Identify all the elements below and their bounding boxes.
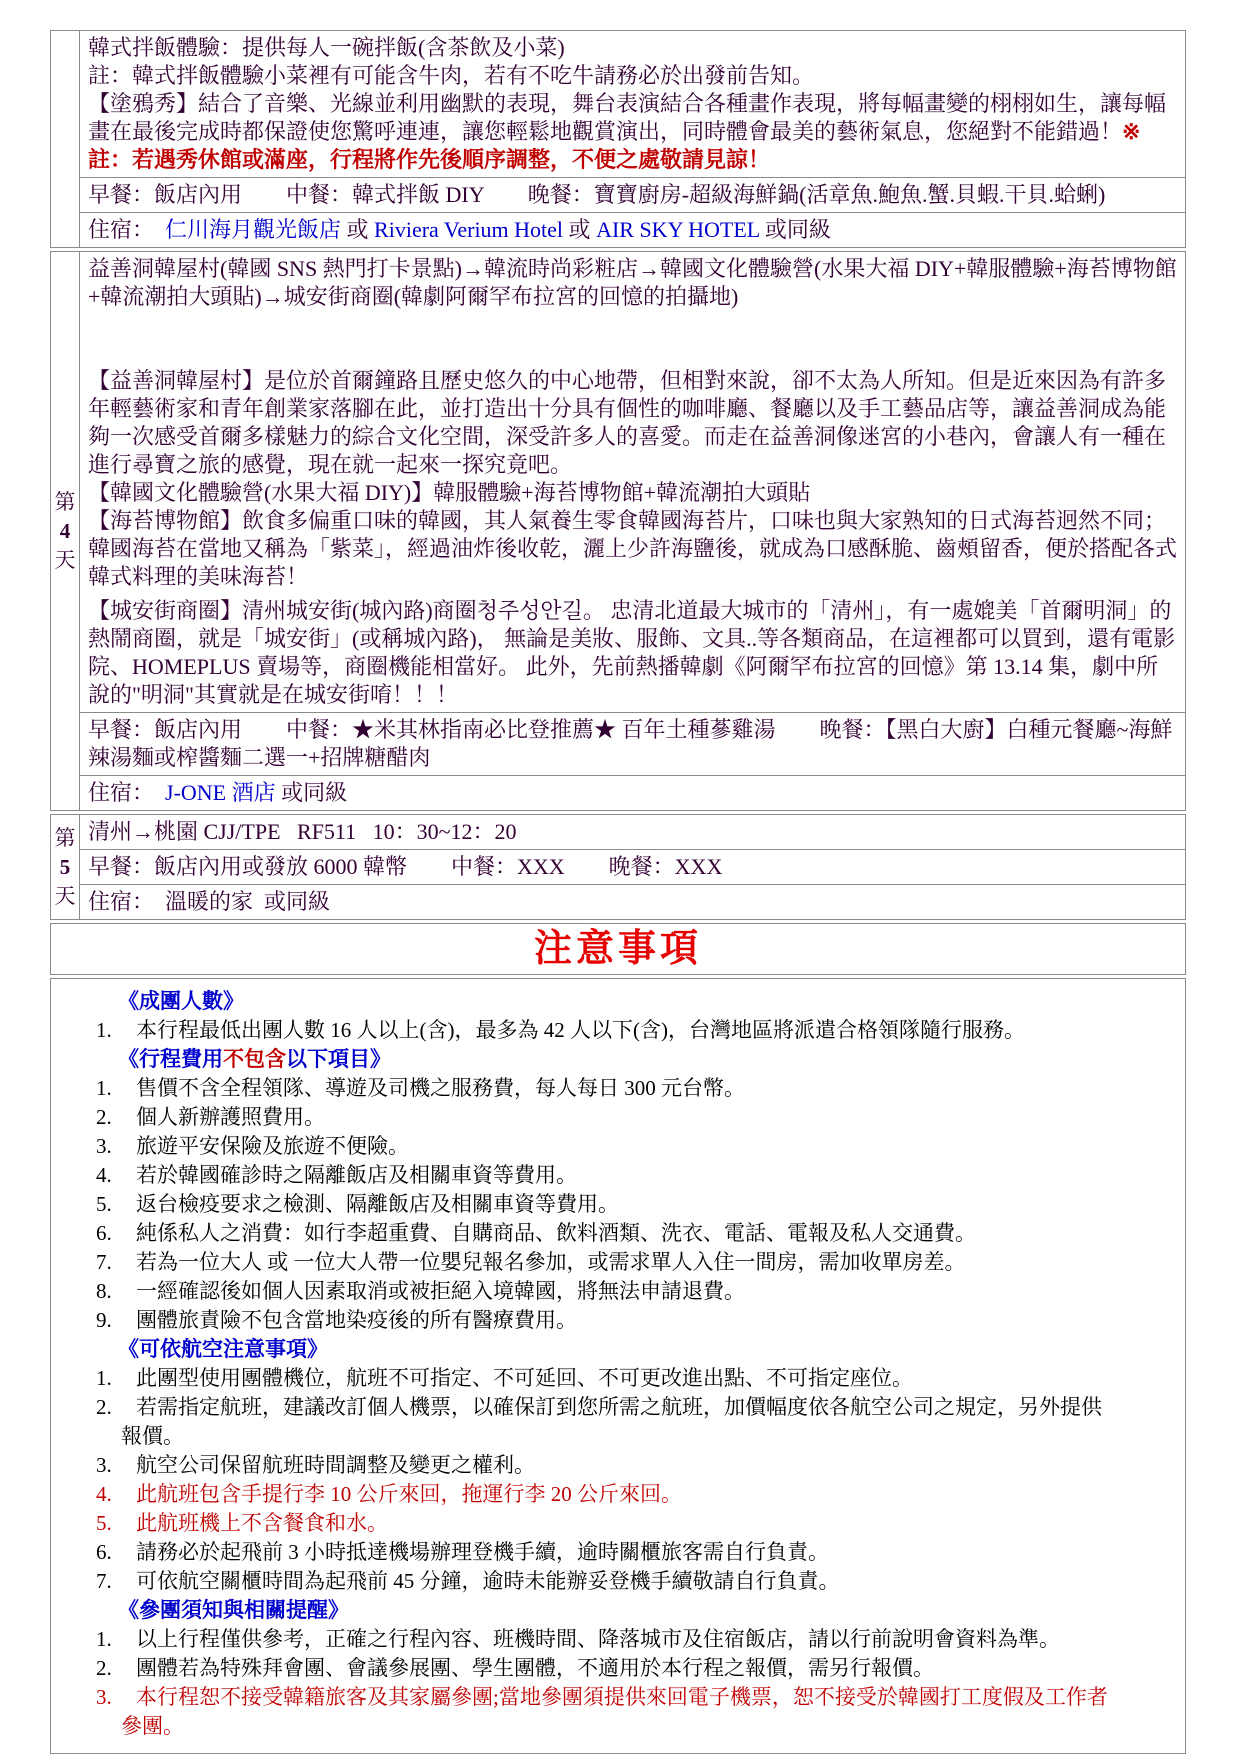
note-item-text <box>136 1279 745 1303</box>
text-segment: 或 <box>563 217 597 242</box>
day-label-char: 天 <box>54 548 76 572</box>
text-segment: 團體若為特殊拜會團、會議參展團、學生團體，不適用於本行程之報價，需另行報價。 <box>136 1656 934 1680</box>
paragraph <box>88 507 1179 591</box>
meals-row <box>80 177 1185 212</box>
note-item-text <box>136 1366 913 1390</box>
meals-text <box>88 181 1179 209</box>
note-item-number: 2. <box>96 1656 112 1680</box>
note-item <box>51 1654 1185 1683</box>
note-item-number: 2. <box>96 1395 112 1419</box>
day-label-char: 5 <box>59 855 71 879</box>
note-item <box>51 1219 1185 1248</box>
note-section-header <box>118 987 1185 1016</box>
note-item-text <box>136 1163 577 1187</box>
notes-section <box>50 978 1186 1754</box>
note-item <box>51 1480 1185 1509</box>
paragraph <box>88 255 1179 311</box>
day-block <box>50 814 1186 920</box>
day-label-char: 第 <box>54 490 76 514</box>
note-item-text <box>136 1076 745 1100</box>
paragraph <box>88 34 1179 62</box>
paragraph <box>88 311 1179 339</box>
day-block <box>50 30 1186 248</box>
text-segment: J-ONE 酒店 <box>165 780 276 805</box>
note-item-text <box>136 1453 535 1477</box>
text-segment: 團體旅責險不包含當地染疫後的所有醫療費用。 <box>136 1308 577 1332</box>
hotel-text <box>88 779 1179 807</box>
flight-row <box>80 815 1185 849</box>
note-item-text <box>136 1656 934 1680</box>
text-segment: 【韓國文化體驗營(水果大福 DIY)】韓服體驗+海苔博物館+韓流潮拍大頭貼 <box>88 480 811 505</box>
note-item <box>51 1683 1185 1741</box>
text-segment: 或同級 <box>759 217 831 242</box>
note-item-number: 1. <box>96 1366 112 1390</box>
text-segment: 此航班包含手提行李 10 公斤來回，拖運行李 20 公斤來回。 <box>136 1482 682 1506</box>
text-segment: 【益善洞韓屋村】是位於首爾鐘路且歷史悠久的中心地帶，但相對來說，卻不太為人所知。但是近來因為有許多年輕藝術家和青年創業家落腳在此，並打造出十分具有個性的咖啡廳、餐廳以及手工藝品店等，讓益善洞成為能夠一次感受首爾多樣魅力的綜合文化空間，深受許多人的喜愛。而走在益善洞像迷宮的小巷內，會讓人有一種在進行尋寶之旅的感覺，現在就一起來一探究竟吧。 <box>88 368 1167 477</box>
note-item <box>51 1132 1185 1161</box>
text-segment: 住宿： 溫暖的家 或同級 <box>88 889 331 914</box>
paragraph <box>88 367 1179 479</box>
text-segment: 或 <box>341 217 375 242</box>
paragraph <box>88 597 1179 709</box>
note-item-number: 3. <box>96 1685 112 1709</box>
note-item-text <box>136 1192 619 1216</box>
text-segment: 早餐：飯店內用 中餐：★米其林指南必比登推薦★ 百年土種蔘雞湯 晚餐：【黑白大廚】白種元餐廳~海鮮辣湯麵或榨醬麵二選一+招牌糖醋肉 <box>88 717 1173 770</box>
note-item <box>51 1509 1185 1538</box>
day-rows <box>80 31 1185 247</box>
note-item-text <box>136 1569 840 1593</box>
meals-row <box>80 849 1185 884</box>
note-item-number: 6. <box>96 1221 112 1245</box>
note-item-number: 1. <box>96 1018 112 1042</box>
text-segment: 不包含 <box>223 1047 286 1071</box>
text-segment: 早餐：飯店內用或發放 6000 韓幣 中餐：XXX 晚餐：XXX <box>88 854 723 879</box>
meals-text <box>88 853 1179 881</box>
text-segment: 請務必於起飛前 3 小時抵達機場辦理登機手續，逾時關櫃旅客需自行負責。 <box>136 1540 829 1564</box>
day-rows <box>80 252 1185 810</box>
note-item-number: 1. <box>96 1076 112 1100</box>
text-segment: 純係私人之消費：如行李超重費、自購商品、飲料酒類、洗衣、電話、電報及私人交通費。 <box>136 1221 976 1245</box>
day-label-char: 4 <box>59 519 71 543</box>
text-segment: 以下項目》 <box>286 1047 391 1071</box>
note-item-text <box>136 1627 1060 1651</box>
note-item-number: 3. <box>96 1453 112 1477</box>
note-item-text <box>136 1482 682 1506</box>
note-item <box>51 1103 1185 1132</box>
note-item <box>51 1190 1185 1219</box>
note-item-number: 7. <box>96 1250 112 1274</box>
note-item <box>51 1393 1185 1451</box>
note-section-header <box>118 1045 1185 1074</box>
note-item <box>51 1625 1185 1654</box>
text-segment: 《行程費用 <box>118 1047 223 1071</box>
hotel-text <box>88 888 1179 916</box>
paragraph <box>88 90 1179 146</box>
day-rows <box>80 815 1185 919</box>
note-item-text <box>136 1018 1025 1042</box>
note-item-number: 6. <box>96 1540 112 1564</box>
description-row <box>80 31 1185 177</box>
note-item-number: 5. <box>96 1511 112 1535</box>
hotel-row <box>80 775 1185 810</box>
note-item-number: 9. <box>96 1308 112 1332</box>
text-segment: 旅遊平安保險及旅遊不便險。 <box>136 1134 409 1158</box>
text-segment: 《參團須知與相關提醒》 <box>118 1598 349 1622</box>
text-segment: 【塗鴉秀】結合了音樂、光線並利用幽默的表現，舞台表演結合各種畫作表現，將每幅畫變的栩栩如生，讓每幅畫在最後完成時都保證使您驚呼連連，讓您輕鬆地觀賞演出，同時體會最美的藝術氣息，您絕對不能錯過！ <box>88 91 1167 144</box>
text-segment: 註：韓式拌飯體驗小菜裡有可能含牛肉，若有不吃牛請務必於出發前告知。 <box>88 63 815 88</box>
text-segment: 航空公司保留航班時間調整及變更之權利。 <box>136 1453 535 1477</box>
note-item-number: 3. <box>96 1134 112 1158</box>
meals-row <box>80 712 1185 775</box>
text-segment: 若需指定航班，建議改訂個人機票，以確保訂到您所需之航班，加價幅度依各航空公司之規定，另外提供報價。 <box>121 1395 1102 1448</box>
text-segment: 韓式拌飯體驗：提供每人一碗拌飯(含茶飲及小菜) <box>88 35 565 60</box>
text-segment: 返台檢疫要求之檢測、隔離飯店及相關車資等費用。 <box>136 1192 619 1216</box>
note-item <box>51 1567 1185 1596</box>
note-item-text <box>136 1308 577 1332</box>
text-segment: 《成團人數》 <box>118 989 244 1013</box>
flight-text <box>88 818 1179 846</box>
note-item <box>51 1248 1185 1277</box>
text-segment: 本行程恕不接受韓籍旅客及其家屬參團;當地參團須提供來回電子機票，恕不接受於韓國打工度假及工作者參團。 <box>121 1685 1108 1738</box>
text-segment: ※ <box>1122 119 1141 144</box>
day-label-char: 天 <box>54 884 76 908</box>
paragraph <box>88 339 1179 367</box>
notice-header-row <box>50 923 1186 975</box>
text-segment: 或同級 <box>275 780 348 805</box>
note-item <box>51 1016 1185 1045</box>
text-segment: 仁川海月觀光飯店 <box>165 217 342 242</box>
text-segment: 可依航空關櫃時間為起飛前 45 分鐘，逾時未能辦妥登機手續敬請自行負責。 <box>136 1569 840 1593</box>
note-item <box>51 1538 1185 1567</box>
itinerary-table <box>50 30 1186 920</box>
note-item <box>51 1306 1185 1335</box>
note-item <box>51 1277 1185 1306</box>
text-segment: 售價不含全程領隊、導遊及司機之服務費，每人每日 300 元台幣。 <box>136 1076 745 1100</box>
hotel-text <box>88 216 1179 244</box>
text-segment: 早餐：飯店內用 中餐：韓式拌飯 DIY 晚餐：寶寶廚房-超級海鮮鍋(活章魚.鮑魚.蟹.貝蝦.干貝.蛤蜊) <box>88 182 1106 207</box>
note-item-number: 7. <box>96 1569 112 1593</box>
text-segment: 此航班機上不含餐食和水。 <box>136 1511 388 1535</box>
note-item-text <box>136 1105 325 1129</box>
note-item-text <box>136 1134 409 1158</box>
note-item-text <box>136 1511 388 1535</box>
notice-title: 注意事項 <box>533 928 702 970</box>
meals-text <box>88 716 1179 772</box>
hotel-row <box>80 884 1185 919</box>
paragraph <box>88 62 1179 90</box>
text-segment: Riviera Verium Hotel <box>374 217 564 242</box>
text-segment: 清州→桃園 CJJ/TPE RF511 10：30~12：20 <box>88 819 517 844</box>
text-segment: 此團型使用團體機位，航班不可指定、不可延回、不可更改進出點、不可指定座位。 <box>136 1366 913 1390</box>
document-sheet <box>50 30 1186 1754</box>
text-segment: 住宿： <box>88 780 166 805</box>
note-item <box>51 1451 1185 1480</box>
hotel-row <box>80 212 1185 247</box>
note-item-number: 8. <box>96 1279 112 1303</box>
note-item-text <box>136 1221 976 1245</box>
note-item-number: 1. <box>96 1627 112 1651</box>
text-segment: 【城安街商圈】清州城安街(城內路)商圈청주성안길。 忠清北道最大城市的「清州」，有一處媲美「首爾明洞」的熱鬧商圈，就是「城安街」(或稱城內路)， 無論是美妝、服飾、文具..等各類商品，在這裡都可以買到，還有電影院、HOMEPLUS 賣場等，商圈機能相當好。 此外，先前熱播韓劇《阿爾罕布拉宮的回憶》第 13.14 集，劇中所說的"明洞"其實就是在城安街唷！！！ <box>88 598 1176 707</box>
note-item <box>51 1161 1185 1190</box>
text-segment: 一經確認後如個人因素取消或被拒絕入境韓國，將無法申請退費。 <box>136 1279 745 1303</box>
text-segment: 若於韓國確診時之隔離飯店及相關車資等費用。 <box>136 1163 577 1187</box>
text-segment: 【海苔博物館】飲食多偏重口味的韓國，其人氣養生零食韓國海苔片，口味也與大家熟知的日式海苔迥然不同；韓國海苔在當地又稱為「紫菜」，經過油炸後收乾，灑上少許海鹽後，就成為口感酥脆、齒頰留香，便於搭配各式韓式料理的美味海苔！ <box>88 508 1178 589</box>
day-label-char: 第 <box>54 826 76 850</box>
description-row <box>80 252 1185 712</box>
note-item <box>51 1074 1185 1103</box>
text-segment: 《可依航空注意事項》 <box>118 1337 328 1361</box>
note-item-text <box>136 1540 829 1564</box>
text-segment: 若為一位大人 或 一位大人帶一位嬰兒報名參加，或需求單人入住一間房，需加收單房差。 <box>136 1250 966 1274</box>
text-segment: AIR SKY HOTEL <box>596 217 760 242</box>
note-item-number: 5. <box>96 1192 112 1216</box>
note-item-number: 2. <box>96 1105 112 1129</box>
note-item-number: 4. <box>96 1482 112 1506</box>
text-segment: 註：若遇秀休館或滿座，行程將作先後順序調整，不便之處敬請見諒！ <box>88 147 771 172</box>
text-segment: 益善洞韓屋村(韓國 SNS 熱門打卡景點)→韓流時尚彩粧店→韓國文化體驗營(水果大福 DIY+韓服體驗+海苔博物館+韓流潮拍大頭貼)→城安街商圈(韓劇阿爾罕布拉宮的回憶的拍攝地) <box>88 256 1177 309</box>
day-label-column <box>51 252 80 810</box>
day-label-column <box>51 815 80 919</box>
note-item-text <box>121 1395 1102 1448</box>
note-section-header <box>118 1596 1185 1625</box>
day-block <box>50 251 1186 811</box>
paragraph <box>88 146 1179 174</box>
note-item-text <box>136 1250 966 1274</box>
text-segment: 以上行程僅供參考，正確之行程內容、班機時間、降落城市及住宿飯店，請以行前說明會資料為準。 <box>136 1627 1060 1651</box>
note-item <box>51 1364 1185 1393</box>
text-segment: 個人新辦護照費用。 <box>136 1105 325 1129</box>
text-segment: 住宿： <box>88 217 166 242</box>
note-item-text <box>121 1685 1108 1738</box>
note-item-number: 4. <box>96 1163 112 1187</box>
day-label-column <box>51 31 80 247</box>
paragraph <box>88 479 1179 507</box>
text-segment: 本行程最低出團人數 16 人以上(含)，最多為 42 人以下(含)，台灣地區將派遣合格領隊隨行服務。 <box>136 1018 1025 1042</box>
note-section-header <box>118 1335 1185 1364</box>
